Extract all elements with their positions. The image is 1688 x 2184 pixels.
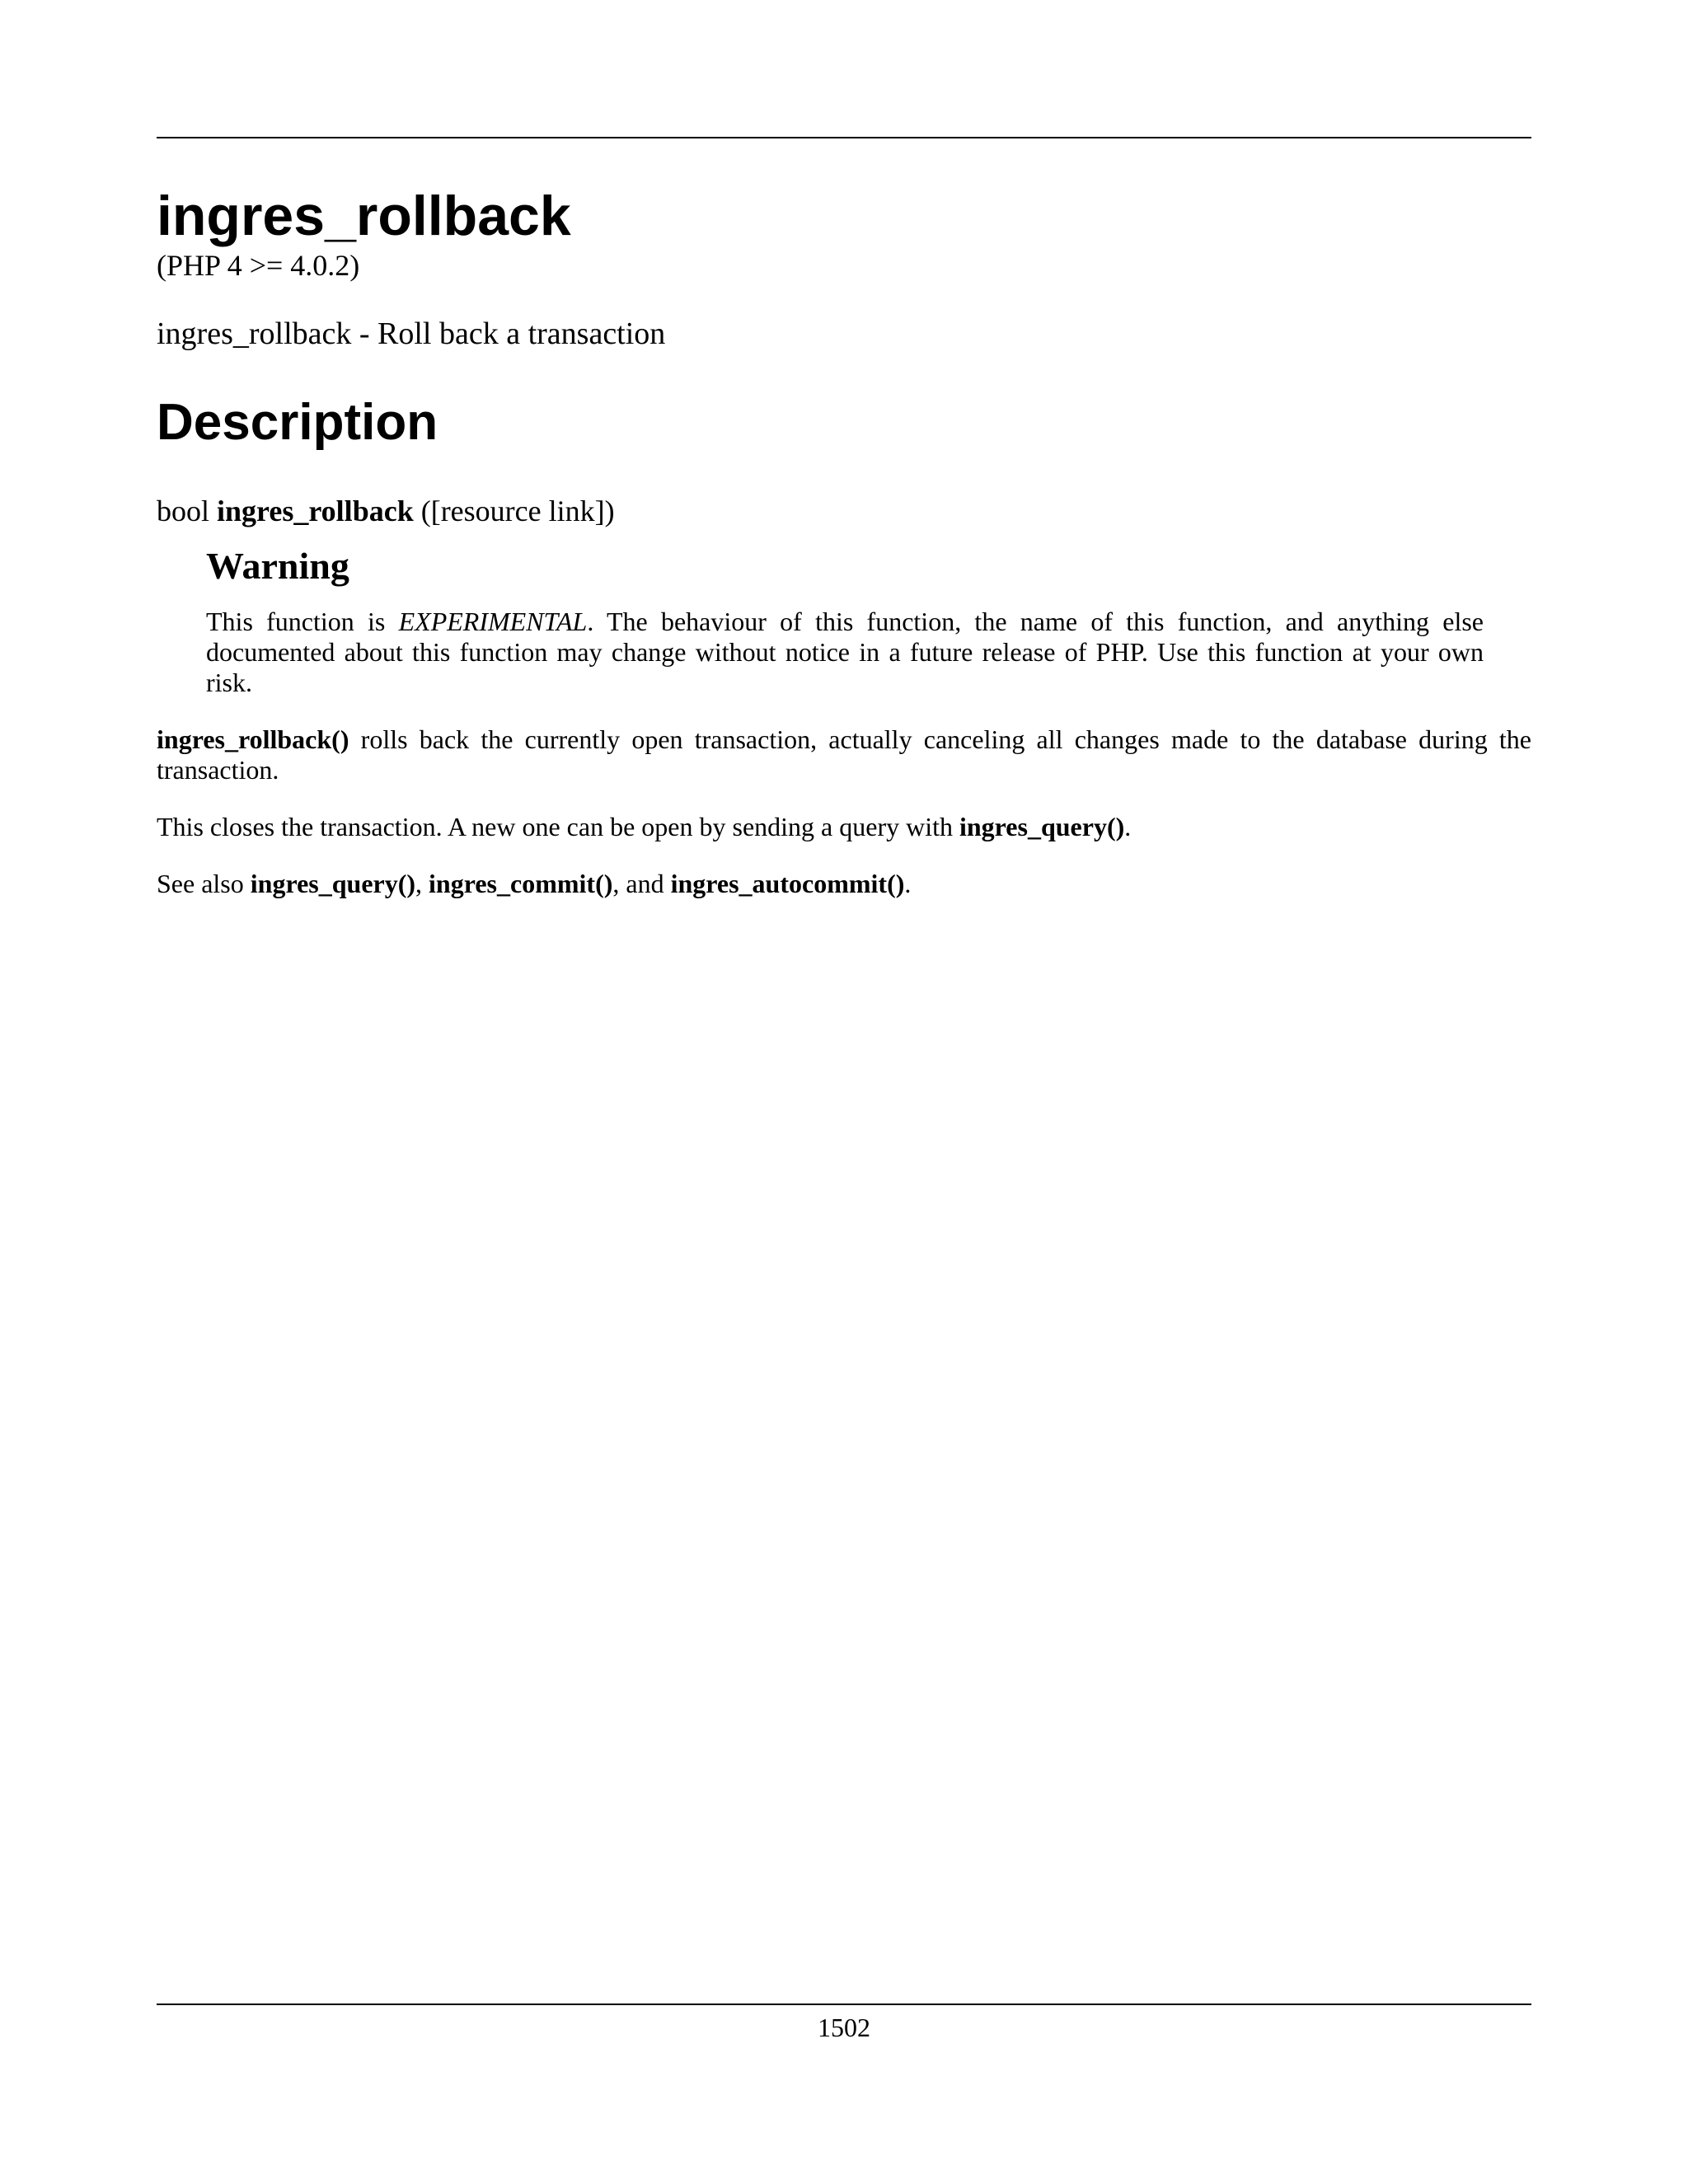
function-reference: ingres_rollback() <box>157 724 349 754</box>
main-content <box>157 185 1531 899</box>
bottom-rule <box>157 2004 1531 2005</box>
function-name: ingres_rollback <box>217 494 414 527</box>
function-params: ([resource link]) <box>420 494 615 527</box>
warning-text-start: This function is <box>206 607 399 636</box>
page-title: ingres_rollback <box>157 185 571 247</box>
function-reference: ingres_query() <box>250 869 416 898</box>
warning-box <box>206 547 1484 698</box>
rollback-paragraph-text: rolls back the currently open transaction, actually canceling all changes made to the database during the transaction. <box>157 724 1531 785</box>
sentence-end: . <box>904 869 912 898</box>
see-also-prefix: See also <box>157 869 251 898</box>
rollback-paragraph <box>157 724 1531 785</box>
version-info: (PHP 4 >= 4.0.2) <box>157 249 360 282</box>
function-purpose: ingres_rollback - Roll back a transaction <box>157 316 666 351</box>
separator: , <box>415 869 429 898</box>
warning-text-end: . The behaviour of this function, the name of this function, and anything else documented about this function may change without notice in a future release of PHP. Use this function at your own risk. <box>206 607 1484 697</box>
top-rule <box>157 137 1531 138</box>
see-also-paragraph <box>157 869 1531 899</box>
return-type: bool <box>157 494 210 527</box>
page-number: 1502 <box>818 2013 870 2042</box>
separator: , and <box>612 869 671 898</box>
description-heading: Description <box>157 394 438 451</box>
sentence-end: . <box>1124 812 1132 841</box>
experimental-emphasis: EXPERIMENTAL <box>398 607 588 636</box>
close-transaction-text: This closes the transaction. A new one can be open by sending a query with <box>157 812 959 841</box>
function-reference: ingres_autocommit() <box>670 869 905 898</box>
close-transaction-paragraph <box>157 812 1531 842</box>
function-reference: ingres_commit() <box>429 869 613 898</box>
warning-title: Warning <box>206 545 349 587</box>
function-reference: ingres_query() <box>959 812 1125 841</box>
warning-text <box>206 607 1484 698</box>
function-synopsis <box>157 493 1531 529</box>
